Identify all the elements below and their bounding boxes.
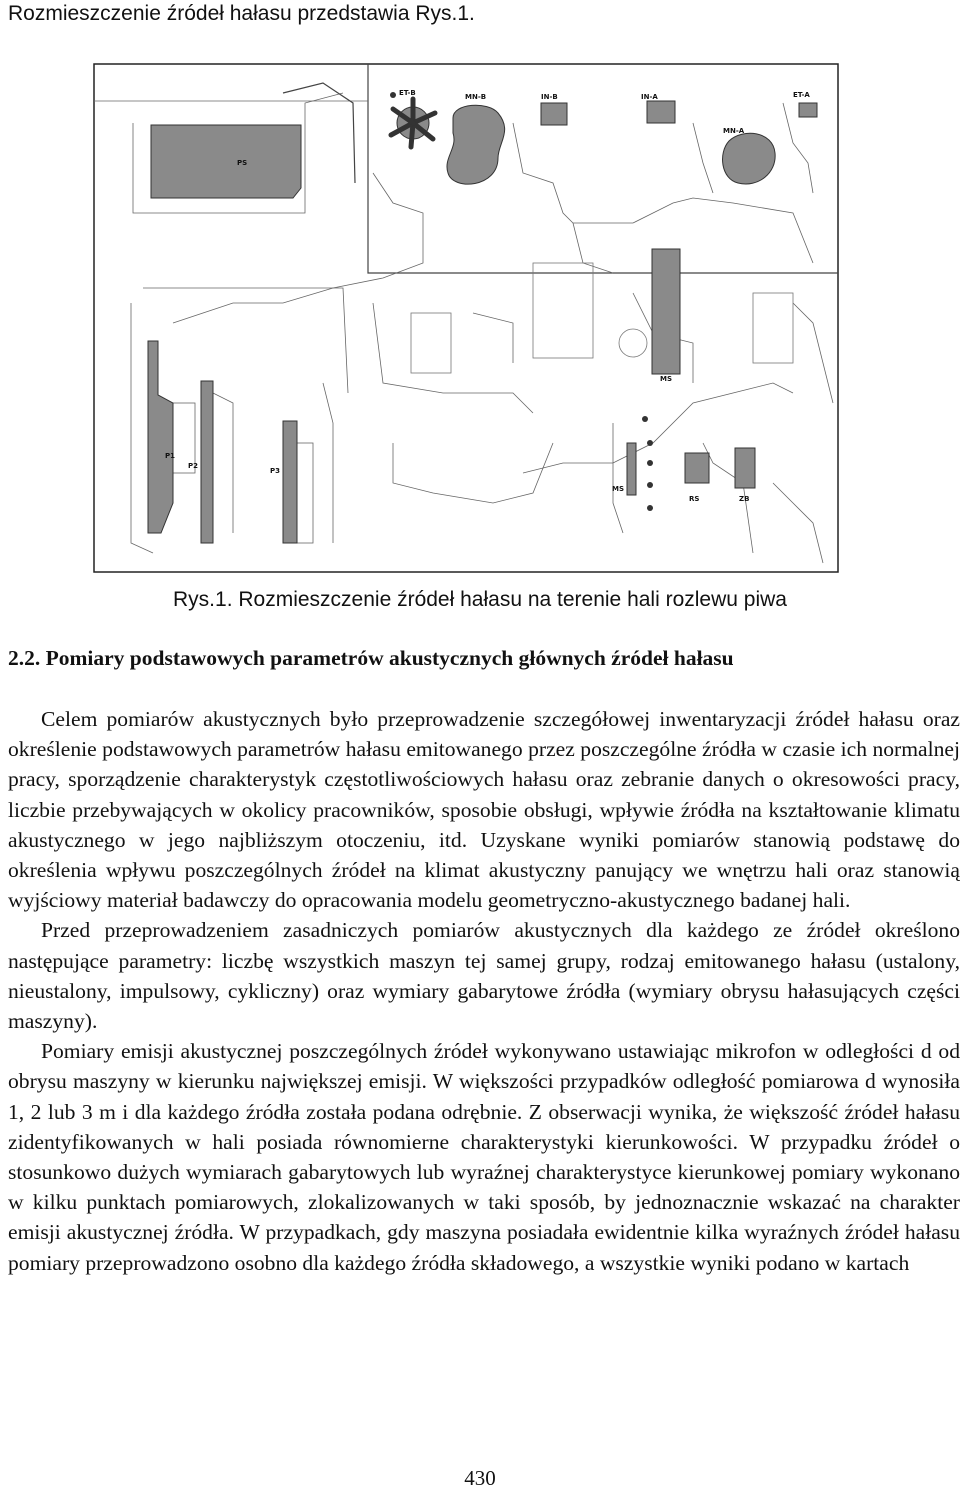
label-p2: P2 [188,462,199,470]
label-in-b: IN-B [541,93,558,101]
label-ms-small: MS [612,485,625,493]
paragraph: Przed przeprowadzeniem zasadniczych pomiarów akustycznych dla każdego ze źródeł określono następujące parametry: liczbę wszystkich maszyn tej samej grupy, rodzaj emitowanego hałasu (ustalony, nieustalony, impulsowy, cykliczny) oraz wymiary gabarytowe źródła (wymiary obrysu hałasujących części maszyny). [8,918,960,1034]
label-ps: PS [237,159,248,167]
label-p3: P3 [270,467,281,475]
floor-plan-drawing [93,63,839,573]
machine-p3 [283,421,297,543]
label-in-a: IN-A [641,93,658,101]
machine-rs [685,453,709,483]
machine-et-a [799,103,817,117]
machine-ms-small [627,443,636,495]
label-mn-a: MN-A [723,127,745,135]
machine-in-a [647,101,675,123]
body-text [8,704,960,1278]
label-p1: P1 [165,452,176,460]
label-zb: ZB [739,495,750,503]
section-heading: 2.2. Pomiary podstawowych parametrów akustycznych głównych źródeł hałasu [8,646,734,670]
label-ms-large: MS [660,375,673,383]
paragraph: Pomiary emisji akustycznej poszczególnych źródeł wykonywano ustawiając mikrofon w odległości d od obrysu maszyny w kierunku największej emisji. W większości przypadków odległość pomiarowa d wynosiła 1, 2 lub 3 m i dla każdego źródła została podana odrębnie. Z obserwacji wynika, że większość źródeł hałasu zidentyfikowanych w hali posiada równomierne charakterystyki kierunkowości. W przypadku źródeł o stosunkowo dużych wymiarach gabarytowych lub wyraźnej charakterystyce kierunkowej pomiary wykonano w kilku punktach pomiarowych, zlokalizowanych w taki sposób, by jednoznacznie wskazać na charakter emisji akustycznej źródła. W przypadkach, gdy maszyna posiadała ewidentnie kilka wyraźnych źródeł hałasu pomiary przeprowadzono osobno dla każdego źródła składowego, a wszystkie wyniki podano w kartach [8,1039,960,1275]
hall-floor-plan-figure [93,63,839,573]
machine-ps [151,125,301,198]
machine-in-b [541,103,567,125]
machine-p2 [201,381,213,543]
machine-zb [735,448,755,488]
label-et-b: ET-B [399,89,416,97]
page-number: 430 [464,1466,496,1490]
intro-sentence: Rozmieszczenie źródeł hałasu przedstawia Rys.1. [8,2,475,25]
machine-ms-large [652,249,680,374]
figure-caption: Rys.1. Rozmieszczenie źródeł hałasu na terenie hali rozlewu piwa [173,588,787,611]
paragraph: Celem pomiarów akustycznych było przeprowadzenie szczegółowej inwentaryzacji źródeł hałasu oraz określenie podstawowych parametrów hałasu emitowanego przez poszczególne źródła w czasie ich normalnej pracy, sporządzenie charakterystyk częstotliwościowych hałasu oraz zebranie danych o okresowości pracy, liczbie przebywających w okolicy pracowników, sposobie obsługi, wpływie źródła na kształtowanie klimatu akustycznego w jego najbliższym otoczeniu, itd. Uzyskane wyniki pomiarów stanowią podstawę do określenia wpływu poszczególnych źródeł na klimat akustyczny panujący we wnętrzu hali oraz stanowią wyjściowy materiał badawczy do opracowania modelu geometryczno-akustycznego badanej hali. [8,707,960,913]
label-mn-b: MN-B [465,93,487,101]
label-et-a: ET-A [793,91,810,99]
label-rs: RS [689,495,700,503]
